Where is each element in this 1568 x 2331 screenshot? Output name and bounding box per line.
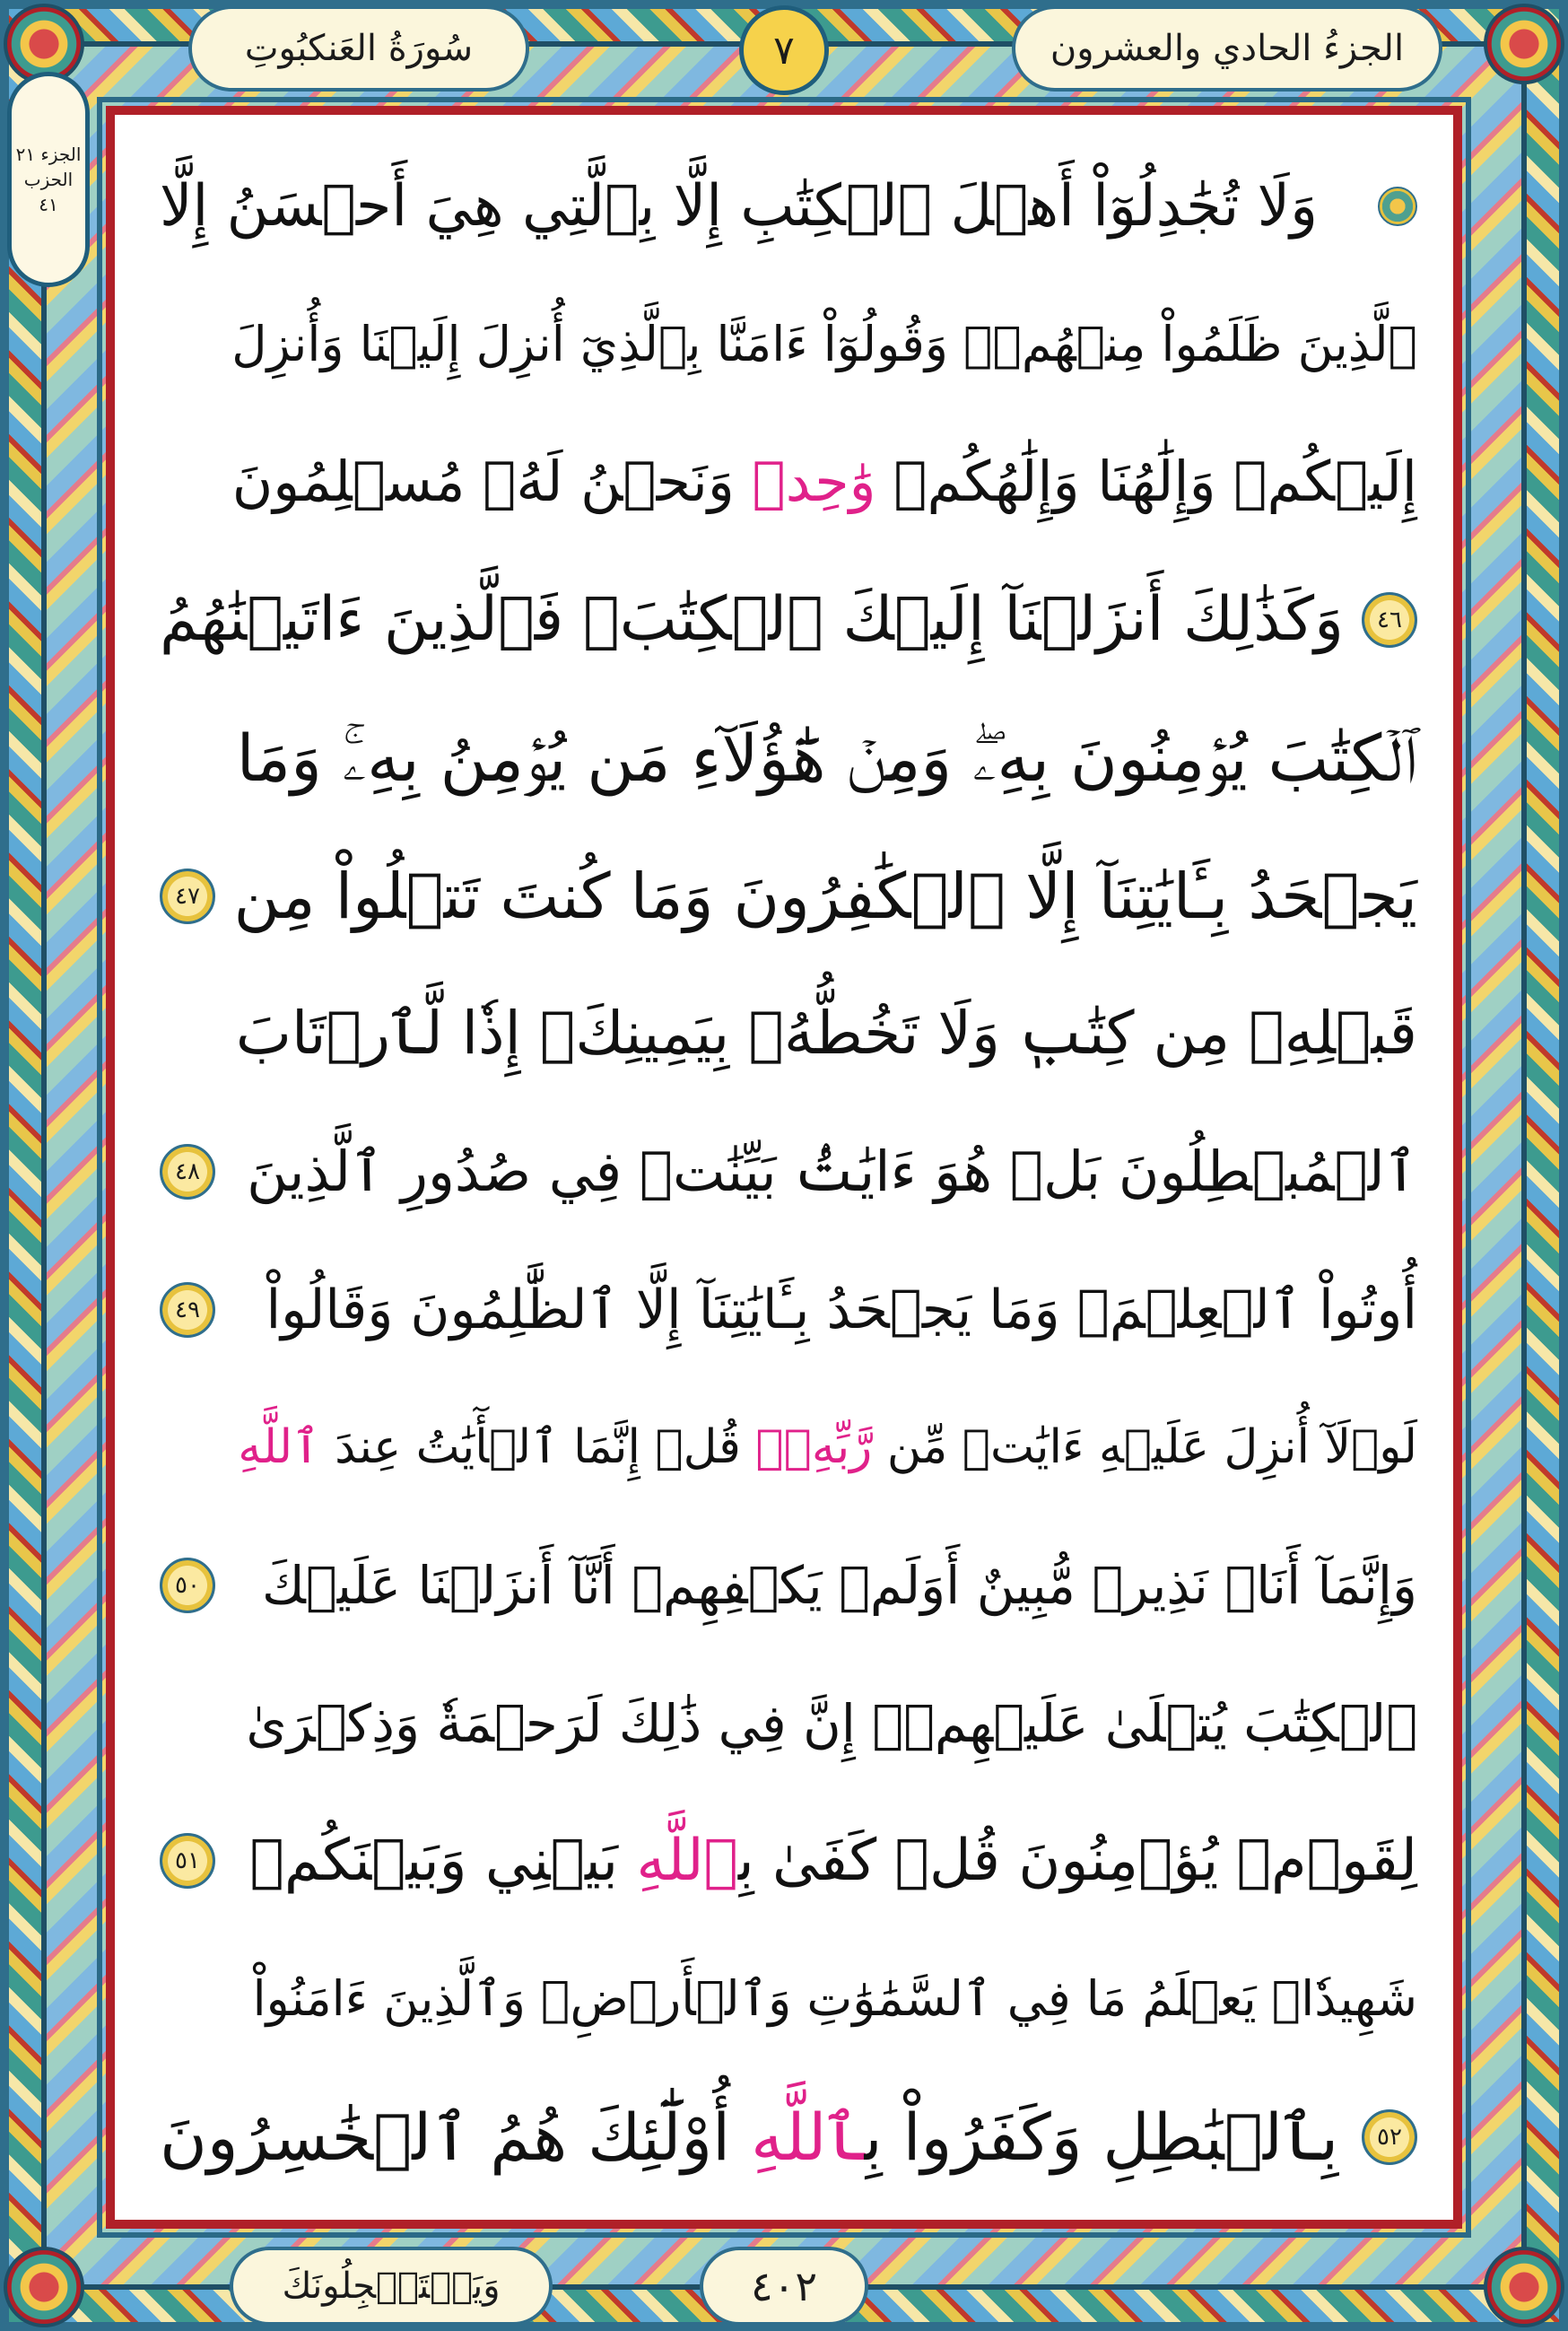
text-line-11 xyxy=(160,1530,1417,1641)
line-text: إِلَيۡكُمۡ وَإِلَٰهُنَا وَإِلَٰهُكُمۡ وَٰحِدٞ وَنَحۡنُ لَهُۥ مُسۡلِمُونَ xyxy=(231,449,1417,515)
text-line-9 xyxy=(160,1254,1417,1366)
ayah-marker: ٤٦ xyxy=(1362,592,1417,648)
line-text: ٱلۡمُبۡطِلُونَ بَلۡ هُوَ ءَايَٰتُۢ بَيِّنَٰتٞ فِي صُدُورِ ٱلَّذِينَ xyxy=(247,1138,1417,1204)
text-line-2 xyxy=(160,289,1417,400)
line-text: بِٱلۡبَٰطِلِ وَكَفَرُواْ بِٱللَّهِ أُوْلَٰٓئِكَ هُمُ ٱلۡخَٰسِرُونَ xyxy=(160,2099,1339,2175)
text-line-4 xyxy=(160,564,1417,676)
page-number: ٤٠٢ xyxy=(700,2247,868,2326)
verse-lines xyxy=(160,151,1417,2193)
ayah-marker: ٤٨ xyxy=(160,1144,215,1200)
line-text: ٱلۡكِتَٰبَ يُتۡلَىٰ عَلَيۡهِمۡۚ إِنَّ فِي ذَٰلِكَ لَرَحۡمَةٗ وَذِكۡرَىٰ xyxy=(246,1692,1417,1754)
highlighted-word: ٱللَّهِ xyxy=(751,2099,865,2175)
juz-marker-label: الجزء ٢١ xyxy=(15,144,82,165)
header-medallion: ٧ xyxy=(739,5,829,95)
text-line-6 xyxy=(160,841,1417,952)
rub-el-hizb-icon xyxy=(1378,187,1417,226)
highlighted-word: ٱللَّهِ xyxy=(636,1828,738,1895)
ayah-marker: ٥٠ xyxy=(160,1558,215,1613)
line-text: وَإِنَّمَآ أَنَا۠ نَذِيرٞ مُّبِينٌ أَوَلَمۡ يَكۡفِهِمۡ أَنَّآ أَنزَلۡنَا عَلَيۡكَ xyxy=(262,1555,1417,1617)
ayah-marker: ٥٢ xyxy=(1362,2109,1417,2165)
corner-ornament-bottom-left xyxy=(4,2247,84,2327)
line-text: لِقَوۡمٖ يُؤۡمِنُونَ قُلۡ كَفَىٰ بِٱللَّهِ بَيۡنِي وَبَيۡنَكُمۡ xyxy=(249,1828,1417,1895)
text-line-14 xyxy=(160,1943,1417,2055)
line-text: ٱلۡكِتَٰبَ يُؤۡمِنُونَ بِهِۦۖ وَمِنۡ هَٰٓؤُلَآءِ مَن يُؤۡمِنُ بِهِۦۚ وَمَا xyxy=(236,720,1417,796)
highlighted-word: وَٰحِدٞ xyxy=(752,449,876,515)
text-line-10 xyxy=(160,1392,1417,1503)
catchword: وَيَسۡتَعۡجِلُونَكَ xyxy=(230,2247,553,2326)
ayah-marker: ٤٧ xyxy=(160,869,215,924)
text-line-5 xyxy=(160,703,1417,814)
corner-ornament-bottom-right xyxy=(1484,2247,1564,2327)
text-line-13 xyxy=(160,1805,1417,1916)
text-line-15 xyxy=(160,2082,1417,2193)
text-panel xyxy=(106,106,1462,2229)
line-text: يَجۡحَدُ بِـَٔايَٰتِنَآ إِلَّا ٱلۡكَٰفِرُونَ وَمَا كُنتَ تَتۡلُواْ مِن xyxy=(233,859,1417,933)
text-line-1 xyxy=(160,151,1417,262)
highlighted-word: رَّبِّهِۦۚ xyxy=(755,1420,873,1475)
hizb-marker-label: الحزب ٤١ xyxy=(23,169,74,215)
ayah-marker: ٥١ xyxy=(160,1833,215,1889)
corner-ornament-top-right xyxy=(1484,4,1564,84)
text-line-8 xyxy=(160,1116,1417,1227)
text-line-3 xyxy=(160,426,1417,537)
line-text: وَلَا تُجَٰدِلُوٓاْ أَهۡلَ ٱلۡكِتَٰبِ إِلَّا بِٱلَّتِي هِيَ أَحۡسَنُ إِلَّا xyxy=(160,173,1319,240)
line-text: قَبۡلِهِۦ مِن كِتَٰبٖ وَلَا تَخُطُّهُۥ بِيَمِينِكَۖ إِذٗا لَّٱرۡتَابَ xyxy=(235,999,1417,1069)
juz-title: الجزءُ الحادي والعشرون xyxy=(1012,5,1442,92)
line-text: ٱلَّذِينَ ظَلَمُواْ مِنۡهُمۡۖ وَقُولُوٓاْ ءَامَنَّا بِٱلَّذِيٓ أُنزِلَ إِلَيۡنَا وَأُنزِلَ xyxy=(231,315,1417,372)
ayah-marker: ٤٩ xyxy=(160,1282,215,1338)
text-line-12 xyxy=(160,1668,1417,1779)
highlighted-word: ٱللَّهِ xyxy=(238,1420,320,1475)
line-text: أُوتُواْ ٱلۡعِلۡمَۚ وَمَا يَجۡحَدُ بِـَٔايَٰتِنَآ إِلَّا ٱلظَّٰلِمُونَ وَقَالُواْ xyxy=(266,1278,1417,1341)
line-text: وَكَذَٰلِكَ أَنزَلۡنَآ إِلَيۡكَ ٱلۡكِتَٰبَۚ فَٱلَّذِينَ ءَاتَيۡنَٰهُمُ xyxy=(160,584,1344,656)
line-text: لَوۡلَآ أُنزِلَ عَلَيۡهِ ءَايَٰتٞ مِّن رَّبِّهِۦۚ قُلۡ إِنَّمَا ٱلۡأٓيَٰتُ عِندَ ٱللَّهِ xyxy=(238,1420,1417,1475)
surah-title: سُورَةُ العَنكبُوتِ xyxy=(188,5,529,92)
line-text: شَهِيدٗاۖ يَعۡلَمُ مَا فِي ٱلسَّمَٰوَٰتِ وَٱلۡأَرۡضِۗ وَٱلَّذِينَ ءَامَنُواْ xyxy=(252,1970,1417,2028)
juz-hizb-marker xyxy=(7,72,90,287)
text-line-7 xyxy=(160,978,1417,1089)
